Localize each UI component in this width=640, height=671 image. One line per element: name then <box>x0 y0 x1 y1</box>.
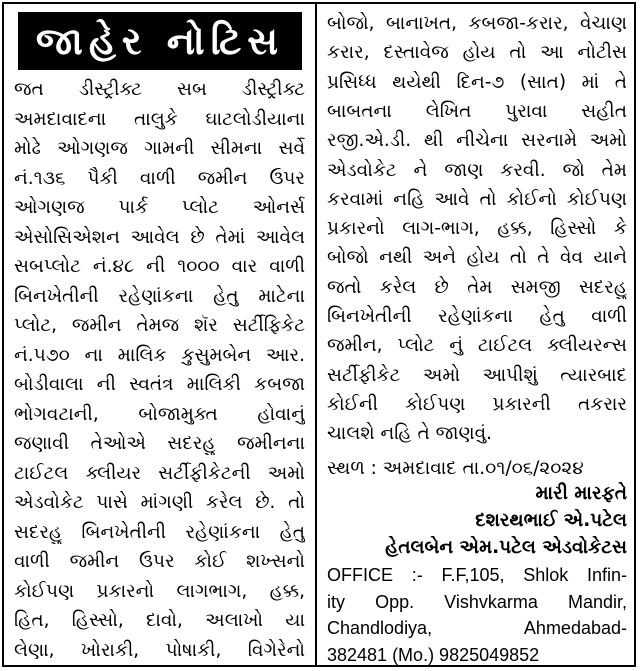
signature-name: દશરથભાઈ એ.પટેલ <box>475 510 627 531</box>
text-line: બોજો, બાનાખત, કબજા-કરાર, વેચાણ <box>327 13 627 34</box>
text-line: ટાઈટલ ક્લીયર સર્ટીફીકેટની અમો <box>14 462 305 484</box>
text-line: એડવોકેટ ને જાણ કરવી. જો તેમ <box>327 159 627 181</box>
text-line: લેણા, ખોરાકી, પોષાકી, વિગેરેનો <box>14 639 305 661</box>
text-line: એડવોકેટ પાસે માંગણી કરેલ છે. તો <box>14 492 305 513</box>
text-line: ચાલશે નહિ તે જાણવું. <box>327 423 493 445</box>
text-line: કરવામાં નહિ આવે તો કોઈનો કોઈપણ <box>327 188 627 210</box>
text-line: પ્લોટ, જમીન તેમજ શૅર સર્ટીફિકેટ <box>14 315 305 336</box>
public-notice <box>2 2 636 667</box>
text-line: ઓગણજ પાર્ક પ્લોટ ઓનર્સ <box>14 197 305 218</box>
text-line: જતો કરેલ છે તેમ સમજી સદરહુ <box>327 276 627 298</box>
text-line: OFFICE :- F.F,105, Shlok Infin- <box>327 565 627 585</box>
text-line: સબપ્લોટ નં.૪૮ ની ૧૦૦૦ વાર વાળી <box>14 256 305 277</box>
text-line: જણાવી તેઓએ સદરહુ જમીનના <box>14 433 305 454</box>
text-line: પ્રકારનો લાગ-ભાગ, હક્ક, હિસ્સો કે <box>327 218 627 240</box>
text-line: જત ડીસ્ટ્રીક્ટ સબ ડીસ્ટ્રીક્ટ <box>14 79 305 100</box>
text-line: રજી.એ.ડી. થી નીચેના સરનામે અમો <box>327 130 627 152</box>
signature-firm: હેતલબેન એમ.પટેલ એડવોકેટસ <box>385 537 627 558</box>
text-line: કોઈપણ પ્રકારનો લાગભાગ, હક્ક, <box>14 580 305 602</box>
right-column <box>317 4 634 665</box>
text-line: બોજો નથી અને હોય તો તે વેવ યાને <box>327 247 627 269</box>
text-line: એસોસિએશન આવેલ છે તેમાં આવેલ <box>14 226 305 248</box>
text-line: બોડીવાલા ની સ્વતંત્ર માલિકી કબજા <box>14 374 305 395</box>
place-date: સ્થળ : અમદાવાદ તા.૦૧/૦૬/૨૦૨૪ <box>327 458 584 479</box>
signature-via: મારી મારફતે <box>535 483 627 504</box>
text-line: ity Opp. Vishvkarma Mandir, <box>327 591 627 612</box>
text-line: ભોગવટાની, બોજામુક્ત હોવાનું <box>14 403 305 425</box>
text-line: સદરહુ બિનખેતીની રહેણાંકના હેતુ <box>14 521 305 543</box>
left-column <box>4 4 315 665</box>
text-line: અમદાવાદના તાલુકે ઘાટલોડીયાના <box>14 108 305 130</box>
text-line: બિનખેતીની રહેણાંકના હેતુ માટેના <box>14 285 305 307</box>
text-line: કોઈની કોઈપણ પ્રકારની તકરાર <box>327 393 627 415</box>
text-line: કરાર, દસ્તાવેજ હોય તો આ નોટીસ <box>327 42 627 64</box>
text-line: બાબતના લેખિત પુરાવા સહીત <box>327 100 627 122</box>
text-line: નં.૫૭૦ ના માલિક કુસુમબેન આર. <box>14 344 305 366</box>
text-line: પ્રસિધ્ધ થયેથી દિન-૭ (સાત) માં તે <box>327 71 627 93</box>
text-line: મોઢે ઓગણજ ગામની સીમના સર્વે <box>14 138 305 159</box>
text-line: હિત, હિસ્સો, દાવો, અલાખો યા <box>14 610 305 631</box>
text-line: 382481 (Mo.) 9825049852 <box>327 644 540 665</box>
text-line: Chandlodiya, Ahmedabad- <box>327 618 627 638</box>
text-line: વાળી જમીન ઉપર કોઈ શખ્સનો <box>14 551 305 572</box>
text-line: બિનખેતીની રહેણાંકના હેતુ વાળી <box>327 306 627 327</box>
notice-title: જાહેર નોટિસ <box>18 12 302 70</box>
text-line: નં.૧૩૬ પૈકી વાળી જમીન ઉપર <box>14 167 305 189</box>
text-line: જમીન, પ્લોટ નું ટાઈટલ ક્લીયરન્સ <box>327 335 627 357</box>
text-line: સર્ટીફીકેટ અમો આપીશું ત્યારબાદ <box>327 364 627 386</box>
